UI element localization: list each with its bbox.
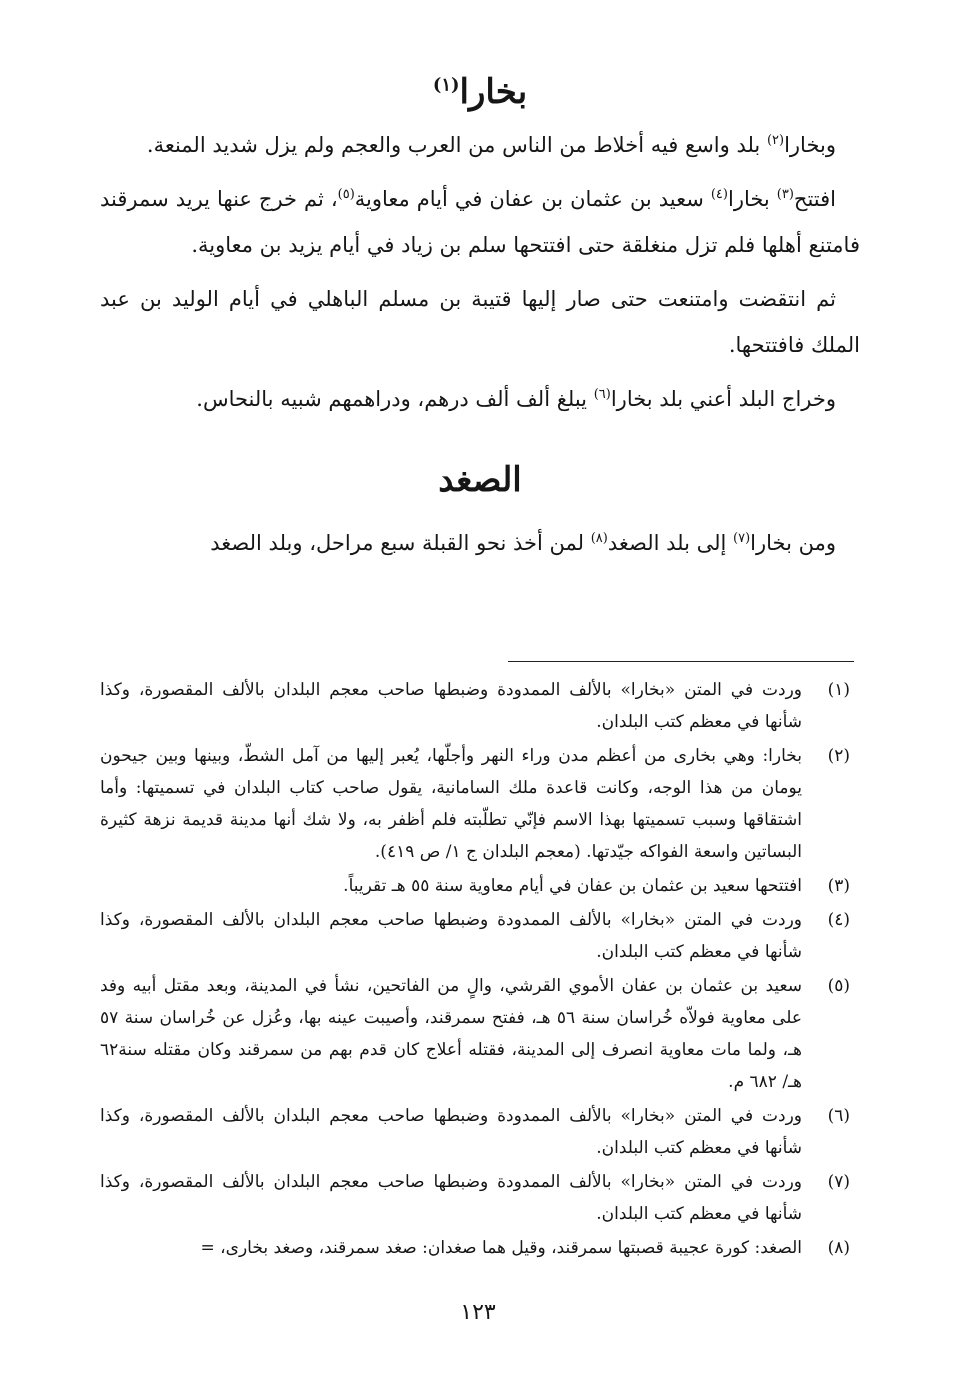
footnote	[100, 740, 850, 868]
footnote-ref: (٥)	[337, 187, 355, 203]
footnote-ref: (٧)	[733, 531, 751, 547]
section-title-text: بخارا	[459, 72, 528, 112]
footnote-ref: (٨)	[590, 531, 608, 547]
footnote-ref: (٦)	[593, 387, 611, 403]
page-number: ١٢٣	[460, 1300, 496, 1325]
footnote-number: (١)	[827, 680, 850, 700]
footnote-number: (٦)	[827, 1106, 850, 1126]
footnote	[100, 674, 850, 738]
section-title-bukhara	[100, 70, 860, 114]
footnote	[100, 1100, 850, 1164]
footnote-ref: (١)	[432, 74, 460, 96]
footnote-divider	[508, 661, 854, 662]
footnote	[100, 904, 850, 968]
footnote-ref: (٢)	[766, 133, 785, 149]
footnote	[100, 1166, 850, 1230]
footnote-text: بخارا: وهي بخارى من أعظم مدن وراء النهر وأجلّها، يُعبر إليها من آمل الشطّ، وبينها وبين جيحون يومان من هذا الوجه، وكانت قاعدة ملك السامانية، يقول صاحب كتاب البلدان في تسميتها: وأما اشتقاقها وسبب تسميتها بهذا الاسم فإنّي تطلّبته فلم أظفر به، ولا شك أنها مدينة قديمة نزهة كثيرة البساتين واسعة الفواكه جيّدتها. (معجم البلدان ج ١/ ص ٤١٩).	[100, 746, 802, 862]
footnote	[100, 970, 850, 1098]
paragraph: ثم انتقضت وامتنعت حتى صار إليها قتيبة بن مسلم الباهلي في أيام الوليد بن عبد الملك فافتتحها.	[100, 287, 860, 358]
footnote-text: افتتحها سعيد بن عثمان بن عفان في أيام معاوية سنة ٥٥ هـ تقريباً.	[343, 876, 802, 896]
footnote-text: وردت في المتن «بخارا» بالألف الممدودة وضبطها صاحب معجم البلدان بالألف المقصورة، وكذا شأنها في معظم كتب البلدان.	[100, 1172, 802, 1224]
footnote-number: (٣)	[827, 876, 850, 896]
footnote-number: (٧)	[827, 1172, 850, 1192]
footnotes	[100, 674, 850, 1266]
footnote-text: وردت في المتن «بخارا» بالألف الممدودة وضبطها صاحب معجم البلدان بالألف المقصورة، وكذا شأنها في معظم كتب البلدان.	[100, 680, 802, 732]
footnote-ref: (٣)	[776, 187, 794, 203]
footnote-text: سعيد بن عثمان بن عفان الأموي القرشي، والٍ من الفاتحين، نشأ في المدينة، وبعد مقتل أبيه وفد على معاوية فولاّه خُراسان سنة ٥٦ هـ، ففتح سمرقند، وأصيبت عينه بها، وعُزل عن خُراسان سنة ٥٧ هـ، ولما مات معاوية انصرف إلى المدينة، فقتله أعلاج كان قدم بهم من سمرقند وكان مقتله سنة٦٢ هـ/ ٦٨٢ م.	[100, 976, 802, 1092]
footnote-number: (٤)	[827, 910, 850, 930]
footnote-text: الصغد: كورة عجيبة قصبتها سمرقند، وقيل هما صغدان: صغد سمرقند، وصغد بخارى، =	[200, 1238, 802, 1258]
section-title-sughd	[100, 458, 860, 502]
footnote-number: (٨)	[827, 1238, 850, 1258]
paragraph: وبخارا$^{(٢)}$ بلد واسع فيه أخلاط من الناس من العرب والعجم ولم يزل شديد المنعة.	[146, 133, 836, 158]
footnote	[100, 870, 850, 902]
footnote-ref: (٤)	[710, 187, 728, 203]
paragraph: افتتح$^{(٣)}$ بخارا$^{(٤)}$ سعيد بن عثمان بن عفان في أيام معاوية$^{(٥)}$، ثم خرج عنها يريد سمرقند فامتنع أهلها فلم تزل منغلقة حتى افتتحها سلم بن زياد في أيام يزيد بن معاوية.	[100, 187, 860, 258]
footnote-number: (٥)	[827, 976, 850, 996]
paragraph: وخراج البلد أعني بلد بخارا$^{(٦)}$ يبلغ ألف ألف درهم، ودراهمهم شبيه بالنحاس.	[196, 387, 836, 412]
footnote-text: وردت في المتن «بخارا» بالألف الممدودة وضبطها صاحب معجم البلدان بالألف المقصورة، وكذا شأنها في معظم كتب البلدان.	[100, 910, 802, 962]
footnote-text: وردت في المتن «بخارا» بالألف الممدودة وضبطها صاحب معجم البلدان بالألف المقصورة، وكذا شأنها في معظم كتب البلدان.	[100, 1106, 802, 1158]
main-text	[100, 60, 860, 574]
section-title-text: الصغد	[438, 460, 522, 501]
paragraph: ومن بخارا$^{(٧)}$ إلى بلد الصغد$^{(٨)}$ لمن أخذ نحو القبلة سبع مراحل، وبلد الصغد	[210, 531, 836, 556]
footnote	[100, 1232, 850, 1264]
footnote-number: (٢)	[827, 746, 850, 766]
